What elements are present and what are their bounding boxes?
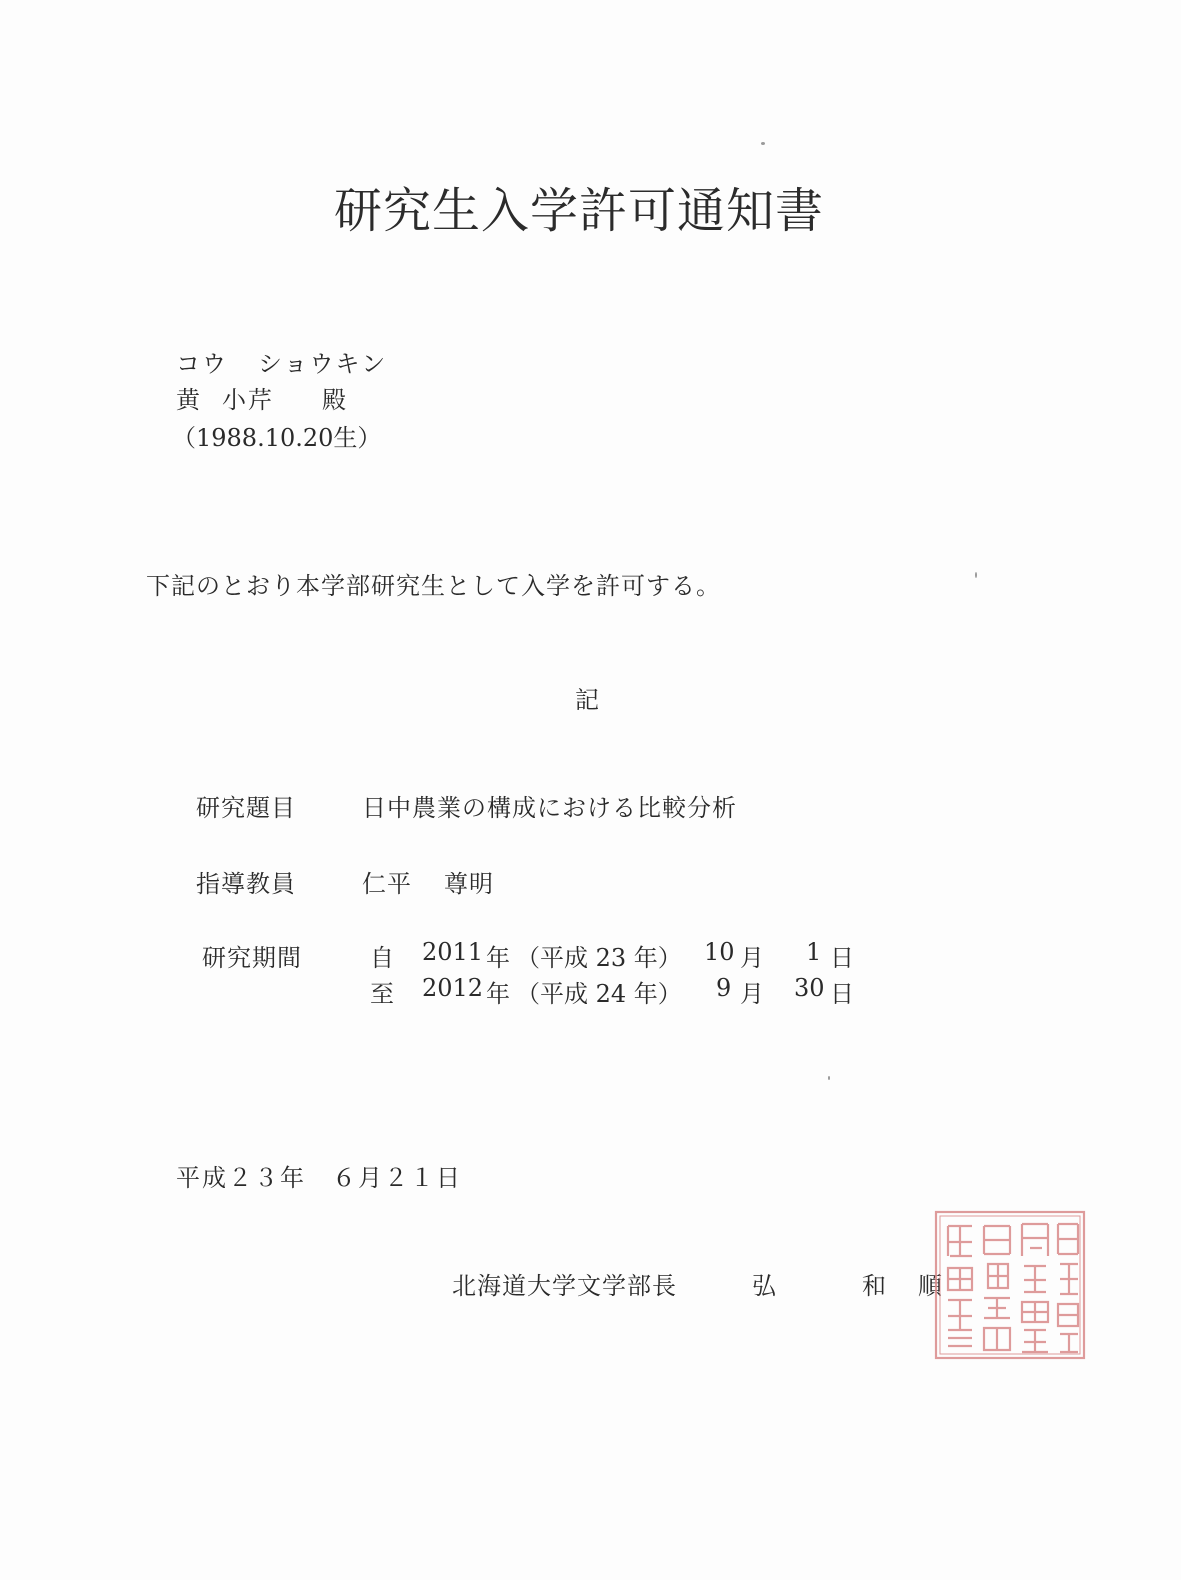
period-from-prefix: 自 xyxy=(370,944,394,972)
period-from-year-unit: 年 xyxy=(486,944,510,972)
recipient-birthdate: （1988.10.20生） xyxy=(172,424,382,452)
scan-speck xyxy=(975,572,977,578)
issuer-name-part-3: 順 xyxy=(918,1272,942,1300)
recipient-kanji-family: 黄 xyxy=(176,386,202,414)
period-from-month-unit: 月 xyxy=(740,944,764,972)
period-from-day: 1 xyxy=(806,938,822,966)
advisor-given: 尊明 xyxy=(444,870,494,898)
research-period-label: 研究期間 xyxy=(202,944,302,972)
period-to-month: 9 xyxy=(716,974,732,1002)
period-to-prefix: 至 xyxy=(370,980,394,1008)
period-from-era: （平成 23 年） xyxy=(516,944,682,972)
research-topic-label: 研究題目 xyxy=(196,794,296,822)
admission-statement: 下記のとおり本学部研究生として入学を許可する。 xyxy=(146,572,721,600)
recipient-kanji-name xyxy=(176,380,348,415)
period-to-era: （平成 24 年） xyxy=(516,980,682,1008)
period-from-year: 2011 xyxy=(422,938,484,966)
advisor-label: 指導教員 xyxy=(196,870,296,898)
recipient-kana-name xyxy=(176,344,387,379)
period-to-year: 2012 xyxy=(422,974,484,1002)
period-from-month: 10 xyxy=(704,938,735,966)
issuer-name-part-2: 和 xyxy=(862,1272,886,1300)
recipient-honorific: 殿 xyxy=(322,386,348,414)
recipient-kana-given: ショウキン xyxy=(258,350,388,378)
official-seal-icon xyxy=(930,1204,1090,1364)
advisor-family: 仁平 xyxy=(362,870,412,898)
research-topic-value: 日中農業の構成における比較分析 xyxy=(362,794,737,822)
ki-heading: 記 xyxy=(575,686,599,714)
recipient-kanji-given: 小芹 xyxy=(222,386,274,414)
issuer-name-part-1: 弘 xyxy=(752,1272,776,1300)
period-from-day-unit: 日 xyxy=(830,944,854,972)
issue-date: 平成２３年 ６月２１日 xyxy=(176,1164,462,1192)
advisor-name xyxy=(362,864,494,899)
period-to-year-unit: 年 xyxy=(486,980,510,1008)
scan-speck xyxy=(828,1076,830,1080)
recipient-kana-family: コウ xyxy=(176,350,228,378)
period-to-month-unit: 月 xyxy=(740,980,764,1008)
period-to-day-unit: 日 xyxy=(830,980,854,1008)
period-to-day: 30 xyxy=(794,974,825,1002)
document-title: 研究生入学許可通知書 xyxy=(334,183,825,239)
scan-speck xyxy=(761,142,765,145)
issuer-title: 北海道大学文学部長 xyxy=(452,1272,677,1300)
